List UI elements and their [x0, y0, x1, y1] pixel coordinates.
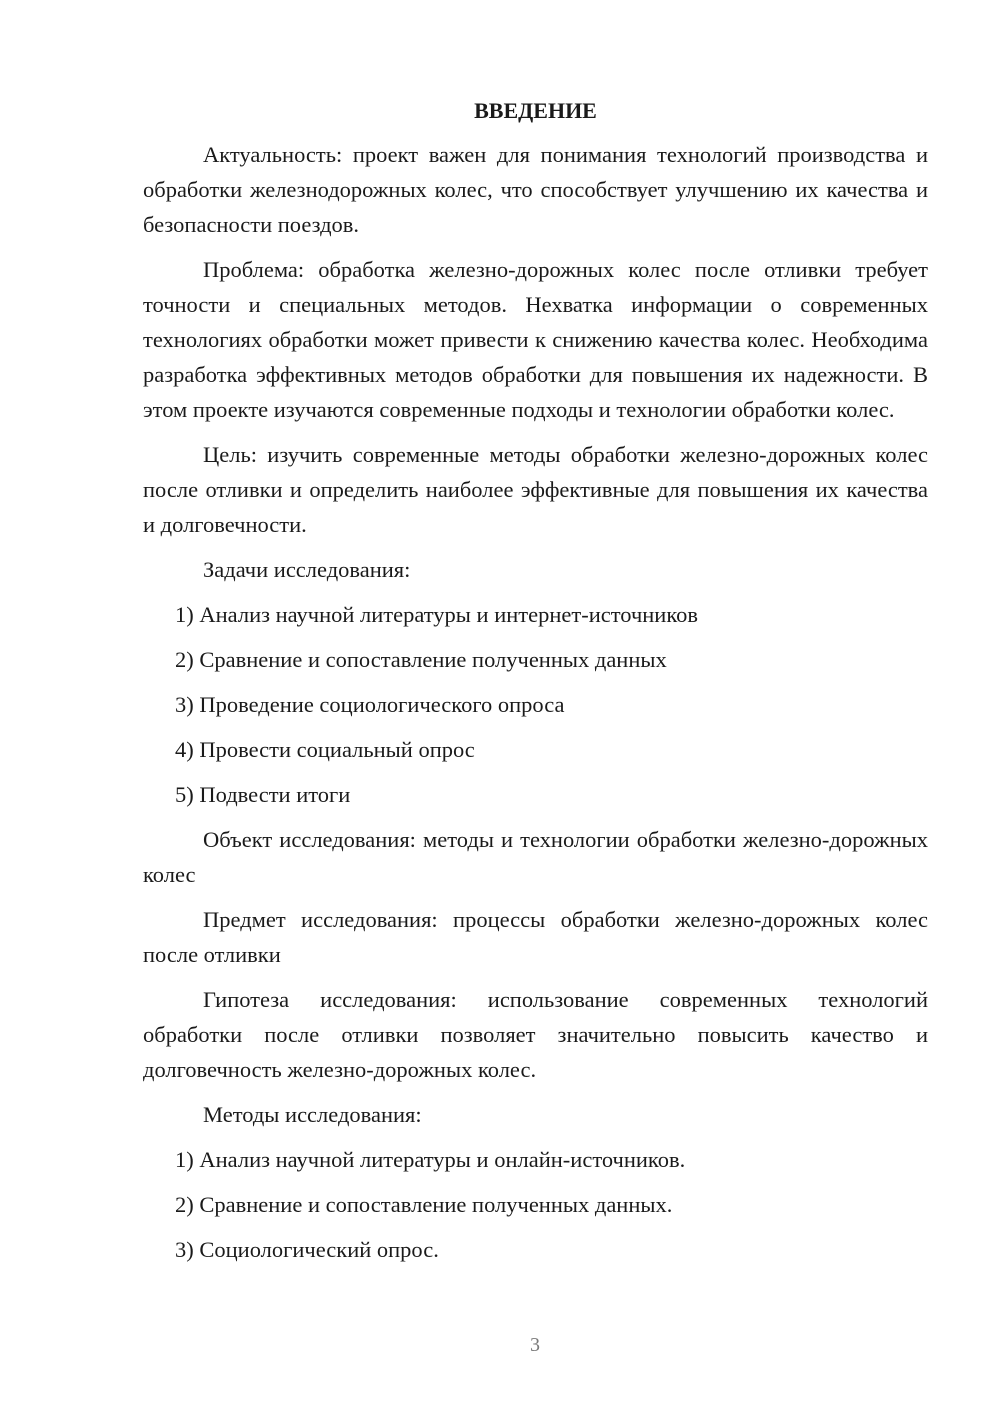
goal-paragraph: Цель: изучить современные методы обработки железно-дорожных колес после отливки и определить наиболее эффективные для повышения их качества и долговечности.	[143, 442, 928, 537]
list-item: 1) Анализ научной литературы и интернет-источников	[175, 602, 699, 627]
methods-list	[143, 1142, 928, 1267]
methods-heading: Методы исследования:	[203, 1102, 422, 1127]
problem-paragraph: Проблема: обработка железно-дорожных колес после отливки требует точности и специальных методов. Нехватка информации о современных технологиях обработки может привести к снижению качества колес. Необходима разработка эффективных методов обработки для повышения их надежности. В этом проекте изучаются современные подходы и технологии обработки колес.	[143, 257, 928, 422]
list-item: 3) Социологический опрос.	[175, 1237, 439, 1262]
page-number: 3	[530, 1334, 540, 1356]
tasks-list	[143, 597, 928, 812]
list-item: 1) Анализ научной литературы и онлайн-источников.	[175, 1147, 686, 1172]
hypothesis-paragraph: Гипотеза исследования: использование современных технологий обработки после отливки позволяет значительно повысить качество и долговечность железно-дорожных колес.	[143, 987, 928, 1082]
relevance-paragraph: Актуальность: проект важен для понимания технологий производства и обработки железнодорожных колес, что способствует улучшению их качества и безопасности поездов.	[143, 142, 928, 237]
document-page	[143, 95, 928, 1277]
page-title: ВВЕДЕНИЕ	[474, 98, 597, 123]
tasks-heading: Задачи исследования:	[203, 557, 411, 582]
subject-paragraph: Предмет исследования: процессы обработки железно-дорожных колес после отливки	[143, 907, 928, 967]
list-item: 4) Провести социальный опрос	[175, 737, 475, 762]
list-item: 5) Подвести итоги	[175, 782, 351, 807]
list-item: 3) Проведение социологического опроса	[175, 692, 565, 717]
object-paragraph: Объект исследования: методы и технологии обработки железно-дорожных колес	[143, 827, 928, 887]
list-item: 2) Сравнение и сопоставление полученных данных	[175, 647, 667, 672]
list-item: 2) Сравнение и сопоставление полученных данных.	[175, 1192, 673, 1217]
